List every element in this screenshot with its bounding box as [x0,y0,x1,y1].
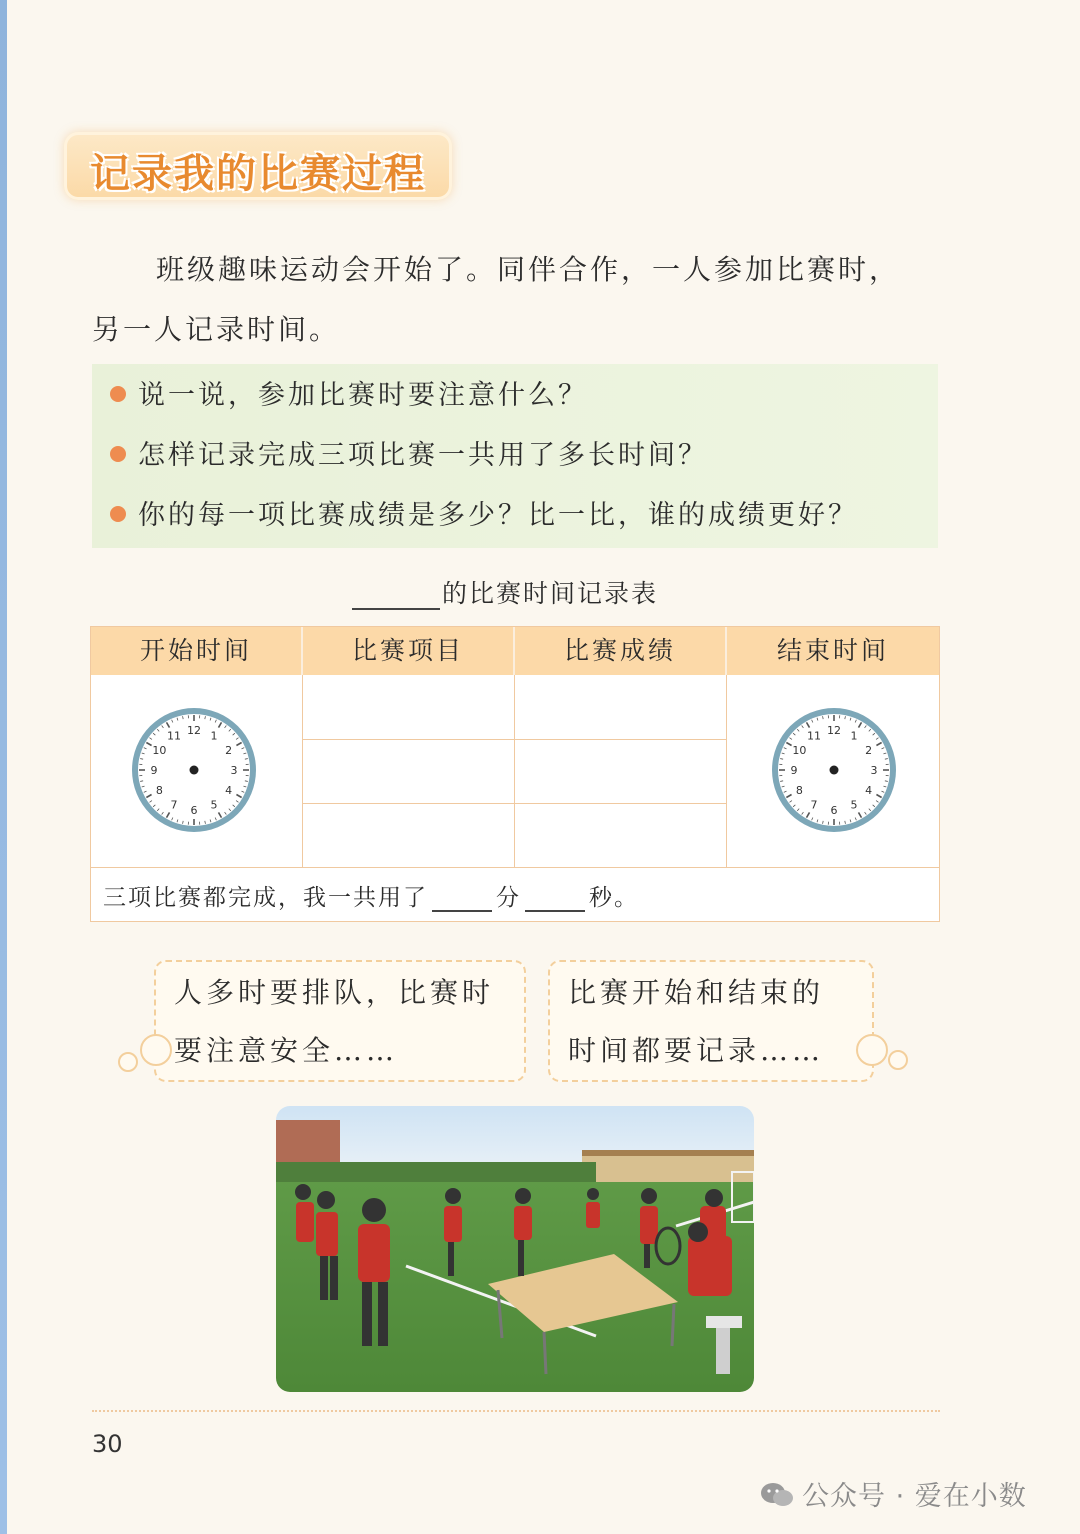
clock-numeral: 10 [792,744,807,757]
result-cell[interactable] [515,740,726,803]
intro-line-1: 班级趣味运动会开始了。同伴合作，一人参加比赛时， [156,253,901,286]
question-item [110,486,858,546]
clock-numeral: 7 [170,798,178,812]
end-clock-icon[interactable] [769,705,899,835]
watermark-text: 公众号 · 爱在小数 [802,1481,1027,1512]
bubble-text [174,964,494,1080]
seconds-unit: 秒。 [589,885,639,911]
clock-numeral: 4 [865,784,873,797]
speech-bubble-left [154,960,526,1082]
clock-numeral: 1 [210,729,218,743]
summary-text: 三项比赛都完成，我一共用了 [103,885,428,911]
clock-numeral: 5 [850,798,858,812]
question-text: 怎样记录完成三项比赛一共用了多长时间？ [138,440,708,471]
minutes-unit: 分 [496,885,521,911]
intro-line-2: 另一人记录时间。 [92,313,341,346]
divider [726,675,727,867]
clock-numeral: 7 [810,798,818,812]
header-end-time: 结束时间 [727,627,939,675]
clock-numeral: 8 [795,784,803,797]
clock-numeral: 11 [807,729,821,743]
result-cell[interactable] [515,804,726,867]
event-cell[interactable] [303,676,514,739]
bullet-dot-icon [110,386,126,402]
section-title: 记录我的比赛过程 [90,151,426,197]
clock-numeral: 9 [790,764,798,777]
clock-numeral: 6 [190,804,198,817]
clock-numeral: 3 [870,764,878,777]
clock-numeral: 12 [187,724,201,737]
clock-numeral: 10 [152,744,167,757]
table-title [352,574,658,610]
header-result: 比赛成绩 [515,627,727,675]
clock-numeral: 3 [230,764,238,777]
clock-numeral: 9 [150,764,158,777]
record-table [90,626,940,922]
question-box [92,364,938,548]
clock-numeral: 5 [210,798,218,812]
clock-numeral: 12 [827,724,841,737]
minutes-blank[interactable] [432,884,492,912]
speech-bubble-right [548,960,874,1082]
intro-paragraph [92,240,952,360]
summary-line [103,879,639,912]
question-item [110,426,708,486]
header-start-time: 开始时间 [91,627,303,675]
section-title-banner [64,132,452,200]
clock-numeral: 6 [830,804,838,817]
clock-numeral: 1 [850,729,858,743]
divider [91,867,939,868]
bubble-line: 比赛开始和结束的 [568,976,825,1009]
start-clock-icon[interactable] [129,705,259,835]
bubble-tail [888,1050,908,1070]
name-blank[interactable] [352,578,440,610]
page-edge-strip [0,0,7,1534]
bubble-text [568,964,824,1080]
table-title-text: 的比赛时间记录表 [442,579,659,608]
bubble-tail [118,1052,138,1072]
sports-field-photo [276,1106,754,1392]
bubble-tail [140,1034,172,1066]
question-text: 说一说，参加比赛时要注意什么？ [138,380,588,411]
question-text: 你的每一项比赛成绩是多少？比一比，谁的成绩更好？ [138,500,858,531]
result-cell[interactable] [515,676,726,739]
clock-numeral: 8 [155,784,163,797]
wechat-icon [760,1482,794,1508]
clock-numeral: 4 [225,784,233,797]
question-item [110,366,588,426]
bubble-line: 时间都要记录…… [568,1034,825,1067]
clock-numeral: 2 [225,744,233,757]
seconds-blank[interactable] [525,884,585,912]
bubble-tail [856,1034,888,1066]
clock-numeral: 11 [167,729,181,743]
bullet-dot-icon [110,506,126,522]
clock-numeral: 2 [865,744,873,757]
event-cell[interactable] [303,804,514,867]
watermark [760,1474,1027,1513]
bullet-dot-icon [110,446,126,462]
page-number: 30 [92,1430,123,1458]
bubble-line: 要注意安全…… [174,1034,399,1067]
footer-divider [92,1410,940,1412]
bubble-line: 人多时要排队，比赛时 [174,976,495,1009]
header-event: 比赛项目 [303,627,515,675]
event-cell[interactable] [303,740,514,803]
